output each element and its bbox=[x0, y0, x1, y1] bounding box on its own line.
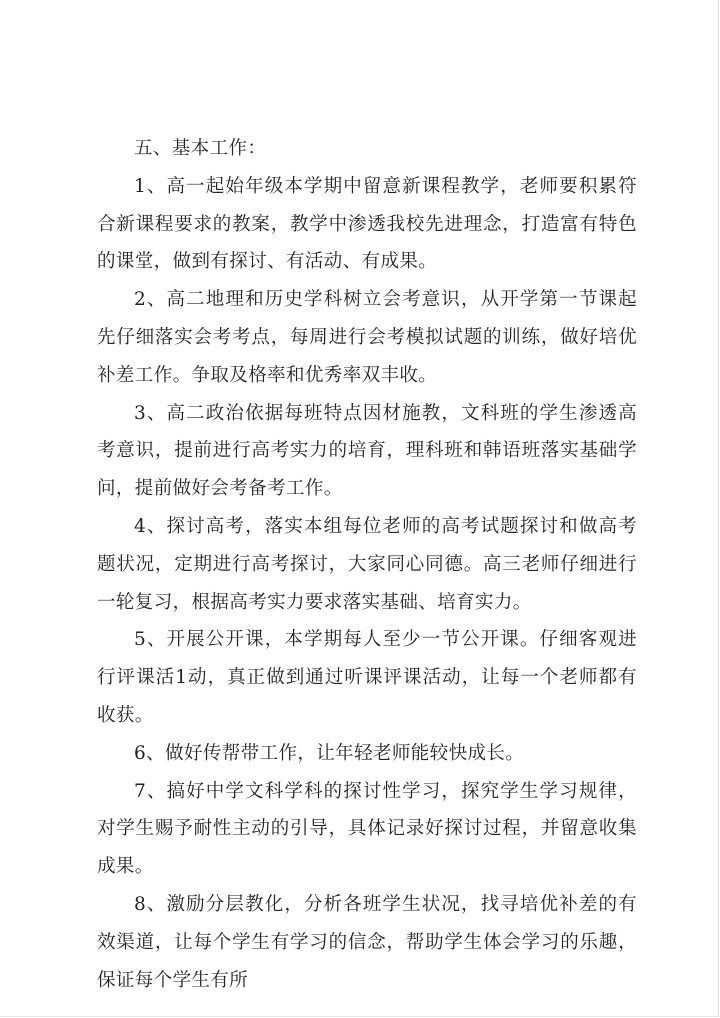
paragraph-4: 4、探讨高考，落实本组每位老师的高考试题探讨和做高考题状况，定期进行高考探讨，大家同心同德。高三老师仔细进行一轮复习，根据高考实力要求落实基础、培育实力。 bbox=[97, 515, 637, 613]
section-heading: 五、基本工作： bbox=[134, 138, 267, 159]
paragraph-1: 1、高一起始年级本学期中留意新课程教学，老师要积累符合新课程要求的教案，教学中渗透我校先进理念，打造富有特色的课堂，做到有探讨、有活动、有成果。 bbox=[97, 175, 637, 273]
paragraph-3: 3、高二政治依据每班特点因材施教，文科班的学生渗透高考意识，提前进行高考实力的培育，理科班和韩语班落实基础学问，提前做好会考备考工作。 bbox=[97, 402, 637, 500]
document-body bbox=[97, 130, 637, 999]
paragraph-5: 5、开展公开课，本学期每人至少一节公开课。仔细客观进行评课活1动，真正做到通过听课评课活动，让每一个老师都有收获。 bbox=[97, 629, 637, 726]
paragraph-2: 2、高二地理和历史学科树立会考意识，从开学第一节课起先仔细落实会考考点，每周进行会考模拟试题的训练，做好培优补差工作。争取及格率和优秀率双丰收。 bbox=[97, 289, 637, 386]
paragraph-6: 6、做好传帮带工作，让年轻老师能较快成长。 bbox=[134, 742, 525, 764]
paragraph-7: 7、搞好中学文科学科的探讨性学习，探究学生学习规律，对学生赐予耐性主动的引导，具体记录好探讨过程，并留意收集成果。 bbox=[97, 780, 637, 878]
paragraph-8: 8、激励分层教化，分析各班学生状况，找寻培优补差的有效渠道，让每个学生有学习的信念，帮助学生体会学习的乐趣，保证每个学生有所 bbox=[97, 893, 637, 991]
